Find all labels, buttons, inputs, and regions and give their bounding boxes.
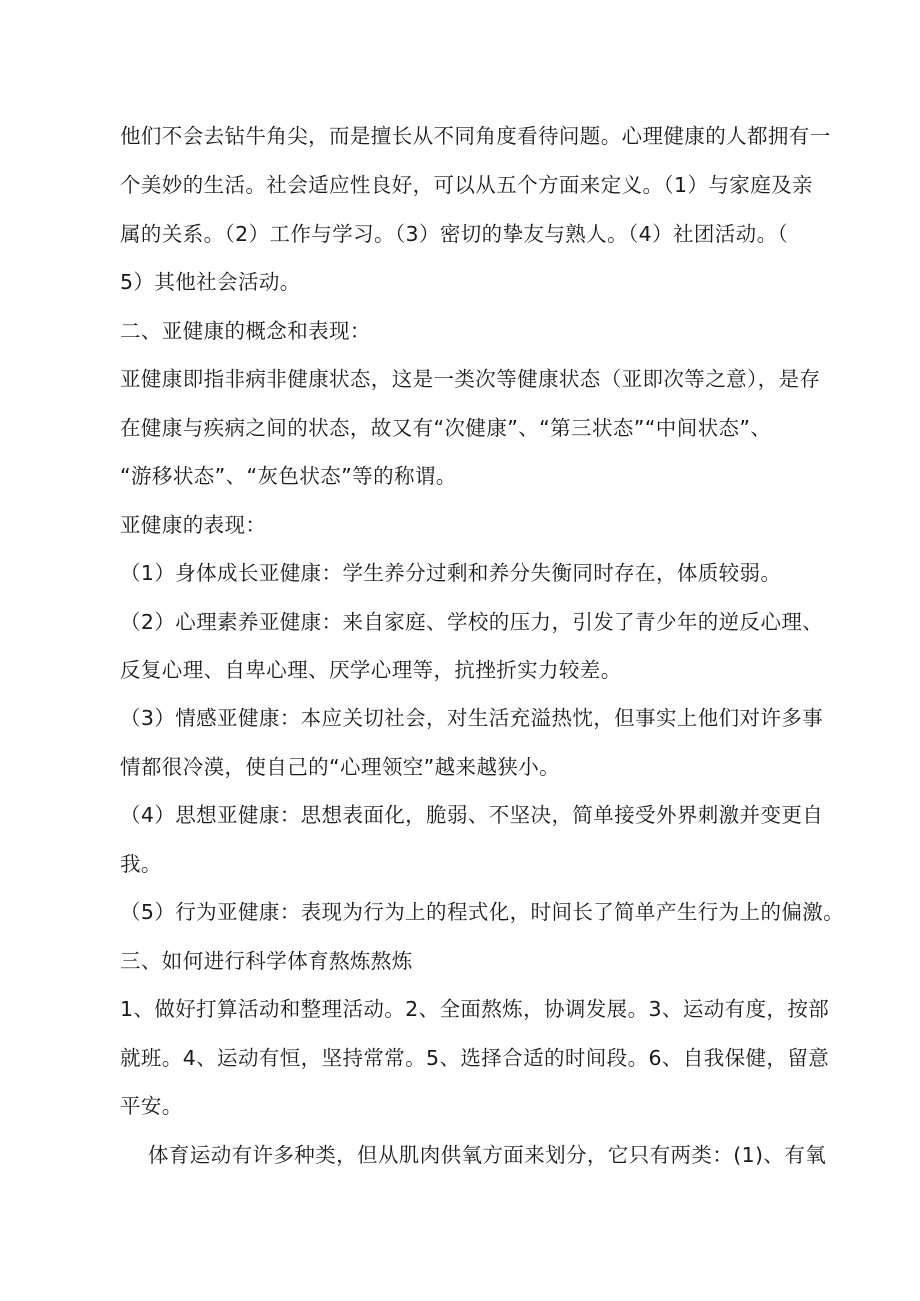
text-line: 就班。4、运动有恒，坚持常常。5、选择合适的时间段。6、自我保健，留意 bbox=[120, 1046, 830, 1070]
subheading: 亚健康的表现： bbox=[120, 513, 267, 537]
section-heading: 二、亚健康的概念和表现： bbox=[120, 319, 371, 343]
text-line: 在健康与疾病之间的状态，故又有“次健康”、“第三状态”“中间状态”、 bbox=[120, 416, 772, 440]
text-line: 5）其他社会活动。 bbox=[120, 270, 301, 294]
text-line: 他们不会去钻牛角尖，而是擅长从不同角度看待问题。心理健康的人都拥有一 bbox=[120, 124, 831, 148]
text-line: 1、做好打算活动和整理活动。2、全面熬炼，协调发展。3、运动有度，按部 bbox=[120, 997, 830, 1021]
text-line: 平安。 bbox=[120, 1094, 183, 1118]
text-line: 我。 bbox=[120, 852, 162, 876]
list-item: （1）身体成长亚健康：学生养分过剩和养分失衡同时存在，体质较弱。 bbox=[120, 561, 782, 585]
text-line: 反复心理、自卑心理、厌学心理等，抗挫折实力较差。 bbox=[120, 658, 622, 682]
list-item: （3）情感亚健康：本应关切社会，对生活充溢热忱，但事实上他们对许多事 bbox=[120, 706, 824, 730]
text-line: 体育运动有许多种类，但从肌肉供氧方面来划分，它只有两类：(1)、有氧 bbox=[148, 1143, 827, 1167]
text-line: 亚健康即指非病非健康状态，这是一类次等健康状态（亚即次等之意），是存 bbox=[120, 367, 821, 391]
list-item: （5）行为亚健康：表现为行为上的程式化，时间长了简单产生行为上的偏激。 bbox=[120, 900, 845, 924]
section-heading: 三、如何进行科学体育熬炼熬炼 bbox=[120, 949, 413, 973]
list-item: （4）思想亚健康：思想表面化，脆弱、不坚决，简单接受外界刺激并变更自 bbox=[120, 803, 824, 827]
text-line: 个美妙的生活。社会适应性良好，可以从五个方面来定义。（1）与家庭及亲 bbox=[120, 173, 813, 197]
text-line: “游移状态”、“灰色状态”等的称谓。 bbox=[120, 464, 457, 488]
text-line: 属的关系。（2）工作与学习。（3）密切的挚友与熟人。（4）社团活动。（ bbox=[120, 222, 789, 246]
list-item: （2）心理素养亚健康：来自家庭、学校的压力，引发了青少年的逆反心理、 bbox=[120, 610, 824, 634]
text-line: 情都很冷漠，使自己的“心理领空”越来越狭小。 bbox=[120, 755, 561, 779]
